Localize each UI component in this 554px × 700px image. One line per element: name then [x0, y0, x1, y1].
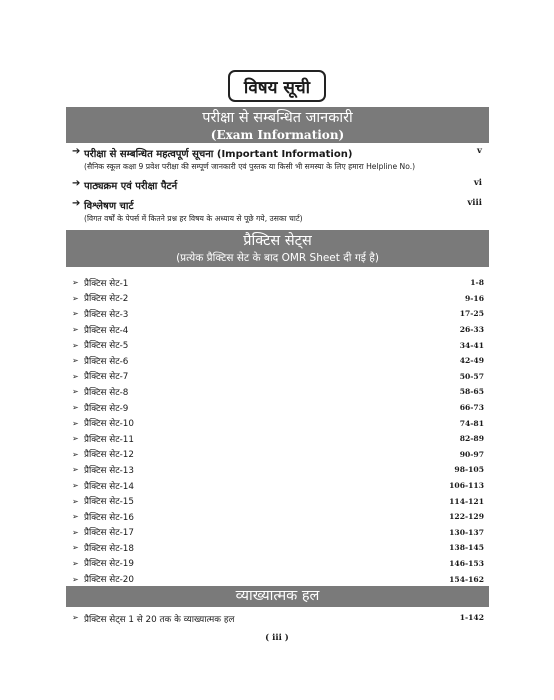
entry-page: 90-97: [459, 449, 484, 459]
entry-page: 66-73: [459, 403, 484, 413]
entry-label: पाठ्यक्रम एवं परीक्षा पैटर्न: [84, 181, 178, 192]
arrow-icon: ➢: [72, 278, 79, 288]
entry-label: प्रैक्टिस सेट-12: [84, 450, 135, 461]
toc-entry-practice-set[interactable]: [72, 400, 484, 416]
entry-label: प्रैक्टिस सेट-14: [84, 481, 135, 492]
entry-label: प्रैक्टिस सेट-10: [84, 419, 135, 430]
arrow-icon: ➢: [72, 613, 79, 622]
entry-label: प्रैक्टिस सेट-18: [84, 543, 135, 554]
arrow-icon: ➢: [72, 465, 79, 475]
entry-description: (सैनिक स्कूल कक्षा 9 प्रवेश परीक्षा की सम्पूर्ण जानकारी एवं पुस्तक या किसी भी समस्या के लिए हमारा Helpline No.): [84, 162, 416, 171]
toc-entry-practice-set[interactable]: [72, 322, 484, 338]
practice-sets-heading: प्रैक्टिस सेट्स: [243, 233, 312, 249]
entry-page: 17-25: [459, 309, 484, 319]
entry-label: प्रैक्टिस सेट-17: [84, 528, 135, 539]
entry-label: प्रैक्टिस सेट-11: [84, 434, 135, 445]
practice-sets-header: [66, 230, 489, 267]
toc-entry-solutions[interactable]: [72, 613, 484, 625]
entry-page: viii: [467, 198, 482, 208]
entry-page: 58-65: [459, 387, 484, 397]
practice-set-list: [72, 275, 484, 587]
entry-page: 146-153: [449, 558, 484, 568]
entry-label: प्रैक्टिस सेट-8: [84, 387, 129, 398]
toc-entry-syllabus[interactable]: [72, 178, 482, 192]
arrow-icon: ➢: [72, 527, 79, 537]
toc-entry-practice-set[interactable]: [72, 462, 484, 478]
toc-entry-practice-set[interactable]: [72, 431, 484, 447]
arrow-icon: ➢: [72, 340, 79, 350]
arrow-icon: ➢: [72, 512, 79, 522]
entry-label: प्रैक्टिस सेट-1: [84, 278, 129, 289]
toc-entry-practice-set[interactable]: [72, 337, 484, 353]
entry-description: (विगत वर्षों के पेपर्स में कितने प्रश्न हर विषय के अध्याय से पूछे गये, उसका चार्ट): [84, 214, 303, 223]
arrow-icon: ➔: [72, 146, 81, 157]
entry-page: 1-142: [459, 613, 484, 622]
entry-page: 26-33: [459, 325, 484, 335]
toc-entry-analysis-chart[interactable]: [72, 198, 482, 224]
toc-entry-practice-set[interactable]: [72, 556, 484, 572]
toc-entry-practice-set[interactable]: [72, 353, 484, 369]
page-title: विषय सूची: [228, 70, 326, 102]
toc-entry-practice-set[interactable]: [72, 415, 484, 431]
entry-label: प्रैक्टिस सेट-9: [84, 403, 129, 414]
entry-page: 122-129: [449, 512, 484, 522]
entry-label: प्रैक्टिस सेट-2: [84, 294, 129, 305]
arrow-icon: ➢: [72, 434, 79, 444]
arrow-icon: ➢: [72, 496, 79, 506]
toc-entry-practice-set[interactable]: [72, 384, 484, 400]
exam-info-header: [66, 107, 489, 143]
entry-page: 1-8: [470, 278, 484, 288]
arrow-icon: ➢: [72, 558, 79, 568]
entry-label: प्रैक्टिस सेट-20: [84, 575, 135, 586]
entry-page: 9-16: [464, 293, 484, 303]
toc-entry-practice-set[interactable]: [72, 291, 484, 307]
entry-label: प्रैक्टिस सेट्स 1 से 20 तक के व्याख्यात्मक हल: [84, 615, 235, 625]
toc-entry-practice-set[interactable]: [72, 306, 484, 322]
entry-page: vi: [473, 178, 482, 188]
toc-entry-practice-set[interactable]: [72, 478, 484, 494]
toc-entry-practice-set[interactable]: [72, 275, 484, 291]
entry-page: 98-105: [454, 465, 484, 475]
entry-label: प्रैक्टिस सेट-15: [84, 497, 135, 508]
arrow-icon: ➢: [72, 481, 79, 491]
arrow-icon: ➢: [72, 387, 79, 397]
arrow-icon: ➢: [72, 449, 79, 459]
entry-page: 114-121: [449, 496, 484, 506]
arrow-icon: ➔: [72, 178, 81, 189]
arrow-icon: ➢: [72, 543, 79, 553]
page-number: ( iii ): [265, 633, 289, 643]
entry-label: प्रैक्टिस सेट-19: [84, 559, 135, 570]
entry-label: प्रैक्टिस सेट-4: [84, 325, 129, 336]
entry-page: 106-113: [449, 481, 484, 491]
arrow-icon: ➢: [72, 371, 79, 381]
arrow-icon: ➔: [72, 198, 81, 209]
entry-page: 82-89: [459, 434, 484, 444]
arrow-icon: ➢: [72, 309, 79, 319]
practice-sets-subheading: (प्रत्येक प्रैक्टिस सेट के बाद OMR Sheet दी गई है): [176, 252, 379, 264]
entry-label: परीक्षा से सम्बन्धित महत्वपूर्ण सूचना (Important Information): [84, 149, 353, 160]
solutions-header: [66, 586, 489, 607]
entry-page: 154-162: [449, 574, 484, 584]
entry-page: 130-137: [449, 527, 484, 537]
exam-info-heading: परीक्षा से सम्बन्धित जानकारी: [202, 110, 353, 126]
entry-label: विश्लेषण चार्ट: [84, 201, 134, 212]
entry-label: प्रैक्टिस सेट-16: [84, 512, 135, 523]
entry-page: 74-81: [459, 418, 484, 428]
toc-entry-practice-set[interactable]: [72, 525, 484, 541]
toc-entry-practice-set[interactable]: [72, 493, 484, 509]
entry-label: प्रैक्टिस सेट-5: [84, 341, 129, 352]
arrow-icon: ➢: [72, 418, 79, 428]
toc-entry-important-info[interactable]: [72, 146, 482, 172]
solutions-heading: व्याख्यात्मक हल: [235, 588, 320, 604]
entry-page: 50-57: [459, 371, 484, 381]
arrow-icon: ➢: [72, 293, 79, 303]
toc-entry-practice-set[interactable]: [72, 447, 484, 463]
arrow-icon: ➢: [72, 356, 79, 366]
arrow-icon: ➢: [72, 325, 79, 335]
toc-entry-practice-set[interactable]: [72, 540, 484, 556]
toc-entry-practice-set[interactable]: [72, 369, 484, 385]
entry-page: 42-49: [459, 356, 484, 366]
entry-page: 34-41: [459, 340, 484, 350]
toc-entry-practice-set[interactable]: [72, 571, 484, 587]
exam-info-subheading: (Exam Information): [210, 128, 345, 142]
toc-entry-practice-set[interactable]: [72, 509, 484, 525]
entry-page: v: [477, 146, 482, 156]
arrow-icon: ➢: [72, 574, 79, 584]
entry-label: प्रैक्टिस सेट-7: [84, 372, 129, 383]
entry-label: प्रैक्टिस सेट-3: [84, 309, 129, 320]
entry-page: 138-145: [449, 543, 484, 553]
entry-label: प्रैक्टिस सेट-13: [84, 465, 135, 476]
entry-label: प्रैक्टिस सेट-6: [84, 356, 129, 367]
arrow-icon: ➢: [72, 403, 79, 413]
